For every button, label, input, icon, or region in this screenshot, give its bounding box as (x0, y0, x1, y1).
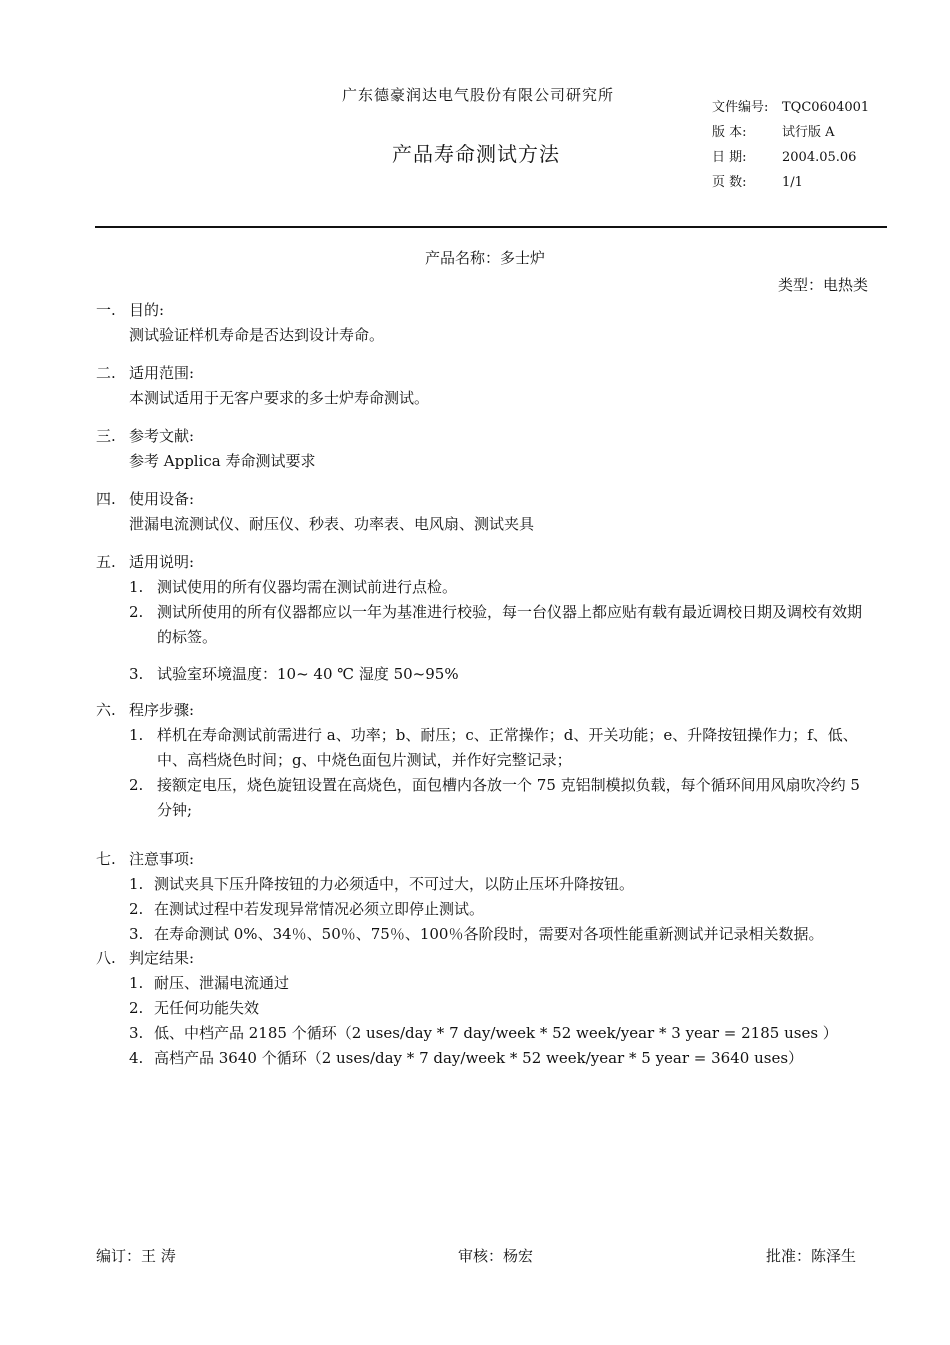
section-title: 适用范围: (129, 364, 195, 382)
section-body: 本测试适用于无客户要求的多士炉寿命测试。 (129, 389, 430, 407)
list-item (129, 922, 914, 947)
footer-reviewer: 审核：杨宏 (458, 1247, 534, 1265)
list-item (129, 872, 868, 897)
section-heading (96, 361, 429, 386)
product-name: 产品名称：多士炉 (425, 249, 546, 267)
section-heading (96, 550, 871, 575)
list-item (129, 996, 868, 1021)
list-item (129, 723, 871, 773)
meta-date (712, 146, 856, 165)
item-text: 测试使用的所有仪器均需在测试前进行点检。 (157, 578, 458, 596)
section-body: 参考 Applica 寿命测试要求 (129, 452, 316, 470)
meta-value: TQC0604001 (782, 100, 870, 115)
section-precautions (96, 847, 914, 947)
meta-version (712, 121, 835, 140)
item-number: 4. (129, 1049, 144, 1067)
section-number: 四. (96, 490, 116, 508)
document-title: 产品寿命测试方法 (392, 142, 560, 166)
section-equipment (96, 487, 534, 537)
item-number: 2. (129, 900, 144, 918)
item-number: 3. (129, 925, 144, 943)
list-item (129, 897, 868, 922)
item-text: 高档产品 3640 个循环（2 uses/day * 7 day/week * 52 week/year * 5 year = 3640 uses） (154, 1049, 804, 1067)
item-text: 低、中档产品 2185 个循环（2 uses/day * 7 day/week * 52 week/year * 3 year = 2185 uses ） (154, 1024, 838, 1042)
item-number: 1. (129, 974, 144, 992)
list-item (129, 1046, 868, 1071)
meta-value: 2004.05.06 (782, 150, 857, 165)
section-number: 六. (96, 701, 116, 719)
item-number: 3. (129, 665, 144, 683)
meta-value: 1/1 (782, 175, 803, 190)
section-scope (96, 361, 429, 411)
item-text: 耐压、泄漏电流通过 (154, 974, 290, 992)
item-number: 1. (129, 578, 144, 596)
item-text: 无任何功能失效 (154, 999, 260, 1017)
section-body: 测试验证样机寿命是否达到设计寿命。 (129, 326, 385, 344)
meta-label: 日 期: (712, 150, 747, 165)
section-number: 一. (96, 301, 116, 319)
item-text: 样机在寿命测试前需进行 a、功率；b、耐压；c、正常操作；d、开关功能；e、升降按钮操作力；f、低、中、高档烧色时间；g、中烧色面包片测试，并作好完整记录； (157, 726, 858, 769)
meta-value: 试行版 A (782, 125, 835, 140)
section-heading (96, 698, 871, 723)
section-number: 三. (96, 427, 116, 445)
item-number: 2. (129, 603, 144, 621)
section-criteria (96, 946, 868, 1071)
footer-approver: 批准：陈泽生 (766, 1247, 857, 1265)
meta-label: 文件编号: (712, 100, 769, 115)
section-title: 参考文献: (129, 427, 195, 445)
section-number: 八. (96, 949, 116, 967)
section-number: 五. (96, 553, 116, 571)
item-text: 在寿命测试 0%、34％、50％、75％、100％各阶段时，需要对各项性能重新测试并记录相关数据。 (154, 925, 824, 943)
list-item (129, 773, 871, 823)
section-procedure (96, 698, 871, 823)
section-heading (96, 487, 534, 512)
section-heading (96, 298, 384, 323)
list-item (129, 600, 871, 650)
meta-file-number (712, 96, 869, 115)
section-general-notes (96, 550, 871, 687)
section-heading (96, 847, 914, 872)
list-item (129, 575, 871, 600)
section-heading (96, 424, 316, 449)
header-divider (95, 226, 887, 228)
item-number: 3. (129, 1024, 144, 1042)
section-title: 程序步骤: (129, 701, 195, 719)
list-item (129, 662, 871, 687)
item-number: 1. (129, 726, 144, 744)
item-text: 试验室环境温度：10~ 40 ℃ 湿度 50~95% (157, 665, 459, 683)
item-text: 在测试过程中若发现异常情况必须立即停止测试。 (154, 900, 485, 918)
item-number: 2. (129, 776, 144, 794)
list-item (129, 1021, 868, 1046)
section-number: 七. (96, 850, 116, 868)
list-item (129, 971, 868, 996)
section-title: 使用设备: (129, 490, 195, 508)
item-text: 接额定电压，烧色旋钮设置在高烧色，面包槽内各放一个 75 克铝制模拟负载，每个循环间用风扇吹冷约 5 分钟; (157, 776, 860, 819)
section-body: 泄漏电流测试仪、耐压仪、秒表、功率表、电风扇、测试夹具 (129, 515, 535, 533)
section-purpose (96, 298, 384, 348)
company-name: 广东德豪润达电气股份有限公司研究所 (342, 86, 615, 104)
meta-pages (712, 171, 803, 190)
section-heading (96, 946, 868, 971)
section-references (96, 424, 316, 474)
section-number: 二. (96, 364, 116, 382)
item-text: 测试所使用的所有仪器都应以一年为基准进行校验，每一台仪器上都应贴有载有最近调校日期及调校有效期的标签。 (157, 603, 863, 646)
item-number: 1. (129, 875, 144, 893)
product-type: 类型：电热类 (777, 276, 868, 294)
section-title: 适用说明: (129, 553, 195, 571)
meta-label: 版 本: (712, 125, 747, 140)
item-text: 测试夹具下压升降按钮的力必须适中，不可过大，以防止压坏升降按钮。 (154, 875, 635, 893)
section-title: 注意事项: (129, 850, 195, 868)
section-title: 目的: (129, 301, 165, 319)
item-number: 2. (129, 999, 144, 1017)
section-title: 判定结果: (129, 949, 195, 967)
meta-label: 页 数: (712, 175, 747, 190)
footer-editor: 编订：王 涛 (96, 1247, 176, 1265)
